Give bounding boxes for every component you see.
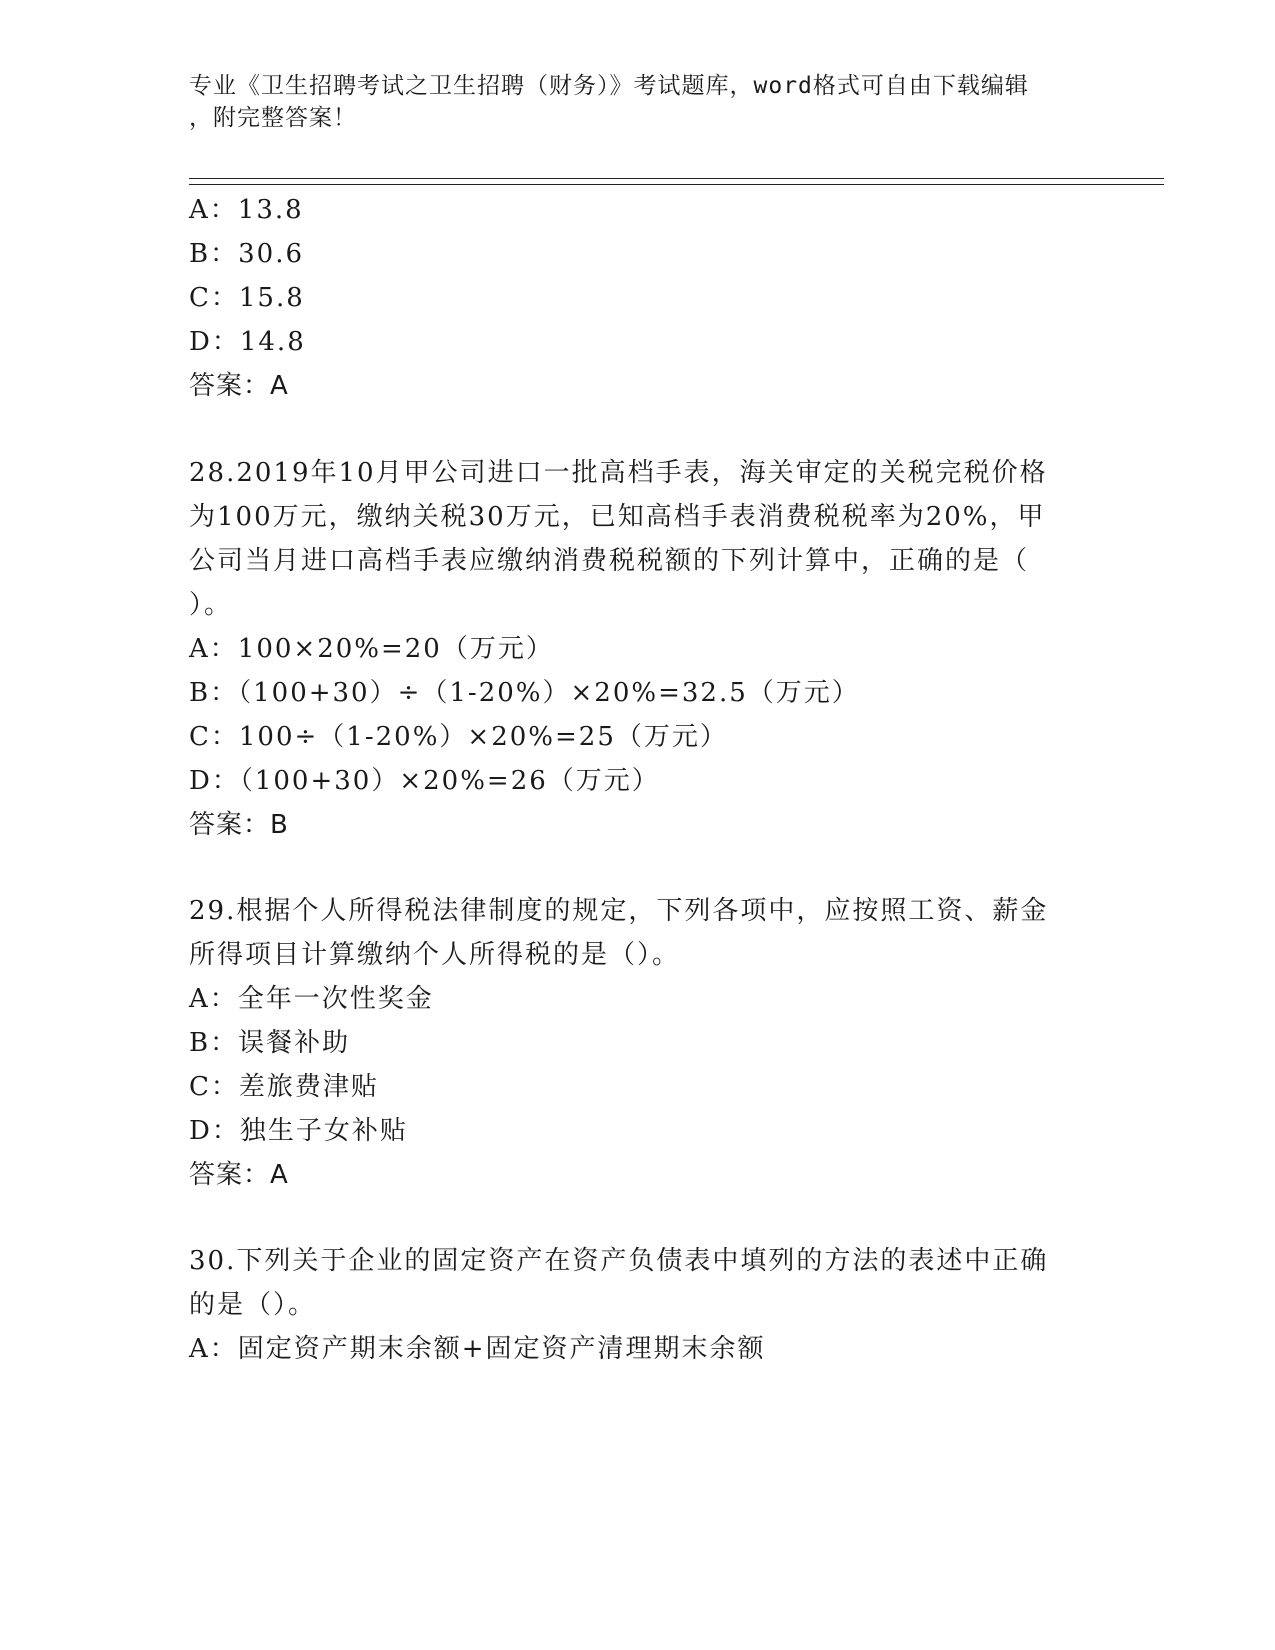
q27-option-a: A：13.8 <box>189 195 304 225</box>
q28-option-d: D：（100+30）×20%=26（万元） <box>189 766 660 796</box>
q28-option-a: A：100×20%=20（万元） <box>189 634 554 664</box>
q29-stem-line-1: 29.根据个人所得税法律制度的规定，下列各项中，应按照工资、薪金 <box>189 896 1049 926</box>
document-header <box>189 70 1069 134</box>
header-line-1: 专业《卫生招聘考试之卫生招聘（财务）》考试题库，word格式可自由下载编辑 <box>189 73 1029 99</box>
header-line-2: ，附完整答案！ <box>189 105 357 131</box>
q28-answer: 答案：B <box>189 810 289 840</box>
q28-stem-line-2: 为100万元，缴纳关税30万元，已知高档手表消费税税率为20%，甲 <box>189 502 1046 532</box>
header-divider-bottom <box>189 184 1164 185</box>
q30-option-a: A：固定资产期末余额+固定资产清理期末余额 <box>189 1334 766 1364</box>
q27-option-b: B：30.6 <box>189 239 304 269</box>
q28-stem-line-4: ）。 <box>189 590 233 620</box>
q27-option-d: D：14.8 <box>189 327 306 357</box>
q28-stem-line-3: 公司当月进口高档手表应缴纳消费税税额的下列计算中，正确的是（ <box>189 546 1030 576</box>
q30-stem-line-2: 的是（）。 <box>189 1290 317 1320</box>
q28-stem-line-1: 28.2019年10月甲公司进口一批高档手表，海关审定的关税完税价格 <box>189 458 1048 488</box>
q27-option-c: C：15.8 <box>189 283 305 313</box>
q30-stem-line-1: 30.下列关于企业的固定资产在资产负债表中填列的方法的表述中正确 <box>189 1246 1049 1276</box>
q27-answer: 答案：A <box>189 371 289 401</box>
q29-option-d: D：独生子女补贴 <box>189 1116 408 1146</box>
q29-option-a: A：全年一次性奖金 <box>189 984 434 1014</box>
q28-option-b: B：（100+30）÷（1-20%）×20%=32.5（万元） <box>189 678 860 708</box>
q28-option-c: C：100÷（1-20%）×20%=25（万元） <box>189 722 728 752</box>
q29-stem-line-2: 所得项目计算缴纳个人所得税的是（）。 <box>189 940 681 970</box>
header-divider-top <box>189 178 1164 179</box>
q29-answer: 答案：A <box>189 1160 289 1190</box>
q29-option-b: B：误餐补助 <box>189 1028 351 1058</box>
q29-option-c: C：差旅费津贴 <box>189 1072 379 1102</box>
